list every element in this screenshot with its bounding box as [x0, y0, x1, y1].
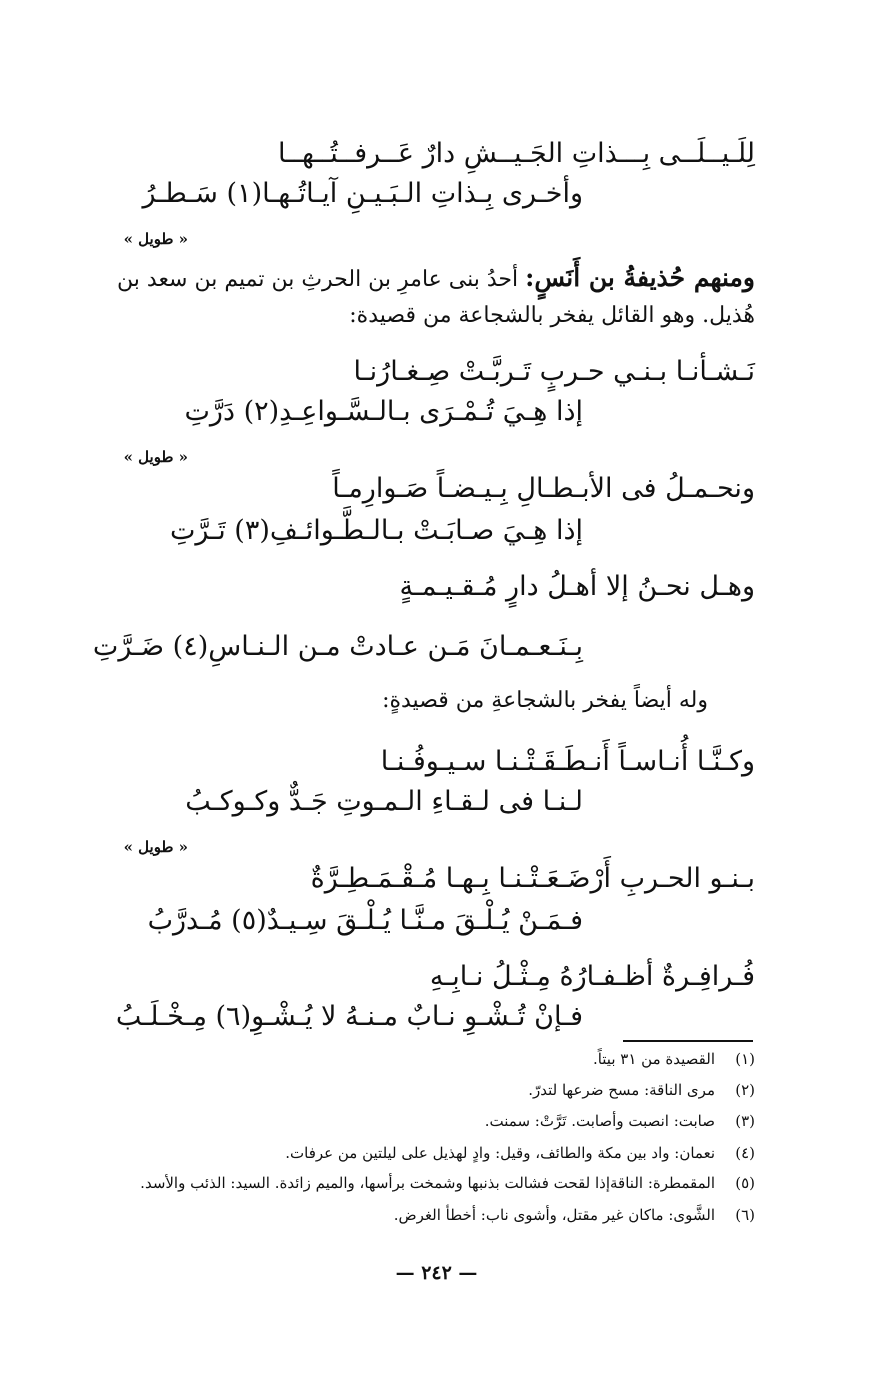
verse-6-hemistich-2: فـمَـنْ يُـلْـقَ مـنَّـا يُـلْـقَ سِـيـدٌ(٥) مُـدرَّبُ	[147, 905, 583, 936]
verse-7-hemistich-2: فـإنْ تُـشْـوِ نـابٌ مـنـهُ لا يُـشْـوِ(٦) مِـخْـلَـبُ	[115, 1001, 583, 1032]
footnote	[115, 1114, 755, 1129]
verse-3-hemistich-1: ونحـمـلُ فى الأبـطـالِ بِـيـضـاً صَـوارِمـاً	[332, 473, 755, 504]
verse-4-hemistich-1: وهـل نحـنُ إلا أهـلُ دارٍ مُـقـيـمـةٍ	[399, 571, 755, 602]
verse-5-hemistich-1: وكـنَّـا أُنـاسـاً أَنـطَـقَـتْـنـا سـيـوفُـنـا	[380, 746, 755, 777]
verse-2-hemistich-2: إذا هِـيَ تُـمْـرَى بـالـسَّـواعِـدِ(٢) دَرَّتِ	[184, 396, 583, 427]
poet-lineage: أحدُ بنى عامرِ بن الحرثِ بن تميم بن سعد بن	[117, 267, 526, 292]
footnote-text: صابت: انصبت وأصابت. تَرَّتْ: سمنت.	[484, 1112, 715, 1130]
footnote	[115, 1146, 755, 1161]
footnote-text: الشَّوى: ماكان غير مقتل، وأشوى ناب: أخطأ الغرض.	[393, 1206, 715, 1224]
verse-1-hemistich-1: لِلَـيــلَــى بِـــذاتِ الجَـيــشِ دارٌ عَــرفــتُــهــا	[277, 138, 755, 169]
intro-paragraph-line-1	[117, 265, 755, 291]
footnote-text: القصيدة من ٣١ بيتاً.	[592, 1050, 715, 1068]
footnote	[115, 1083, 755, 1098]
footnote	[115, 1176, 755, 1191]
verse-2-hemistich-1: نَـشـأنـا بـنـي حـربٍ تَـربَّـتْ صِـغـارُنـا	[353, 356, 755, 387]
meter-label: « طويل »	[123, 838, 188, 856]
page-number: — ٢٤٢ —	[395, 1262, 478, 1284]
intro-paragraph-line-3: وله أيضاً يفخر بالشجاعةِ من قصيدةٍ:	[382, 688, 708, 713]
verse-4-hemistich-2: بِـنَـعـمـانَ مَـن عـادتْ مـن الـنـاسِ(٤) ضَـرَّتِ	[92, 631, 583, 662]
verse-6-hemistich-1: بـنـو الحـربِ أَرْضَـعَـتْـنـا بِـهـا مُـقْـمَـطِـرَّةٌ	[310, 863, 755, 894]
verse-7-hemistich-1: فُـرافِـرةٌ أظـفـارُهُ مِـثْـلُ نـابِـهِ	[429, 961, 755, 992]
verse-5-hemistich-2: لـنـا فى لـقـاءِ الـمـوتِ جَـدٌّ وكـوكـبُ	[185, 786, 583, 817]
footnote-number: (٤)	[735, 1144, 755, 1162]
verse-3-hemistich-2: إذا هِـيَ صـابَـتْ بـالـطَّـوائـفِ(٣) تَـرَّتِ	[169, 515, 583, 546]
footnote	[115, 1208, 755, 1223]
footnote	[115, 1052, 755, 1067]
footnote-number: (٥)	[735, 1174, 755, 1192]
footnote-separator	[623, 1040, 753, 1042]
intro-paragraph-line-2: هُذيل. وهو القائل يفخر بالشجاعة من قصيدة:	[349, 303, 755, 328]
meter-label: « طويل »	[123, 230, 188, 248]
verse-1-hemistich-2: وأخـرى بِـذاتِ الـبَـيـنِ آيـاتُـهـا(١) سَـطـرُ	[142, 178, 583, 209]
meter-label: « طويل »	[123, 448, 188, 466]
footnote-number: (٦)	[735, 1206, 755, 1224]
footnote-text: المقمطرة: الناقةإذا لقحت فشالت بذنبها وشمخت برأسها، والميم زائدة. السيد: الذئب والأسد.	[140, 1174, 715, 1192]
footnote-number: (١)	[735, 1050, 755, 1068]
footnote-text: نعمان: واد بين مكة والطائف، وقيل: وادٍ لهذيل على ليلتين من عرفات.	[285, 1144, 715, 1162]
footnote-number: (٣)	[735, 1112, 755, 1130]
footnote-text: مرى الناقة: مسح ضرعها لتدرّ.	[528, 1081, 715, 1099]
footnote-number: (٢)	[735, 1081, 755, 1099]
poet-name: ومنهم حُذيفةُ بن أَنَسٍ:	[525, 263, 755, 292]
